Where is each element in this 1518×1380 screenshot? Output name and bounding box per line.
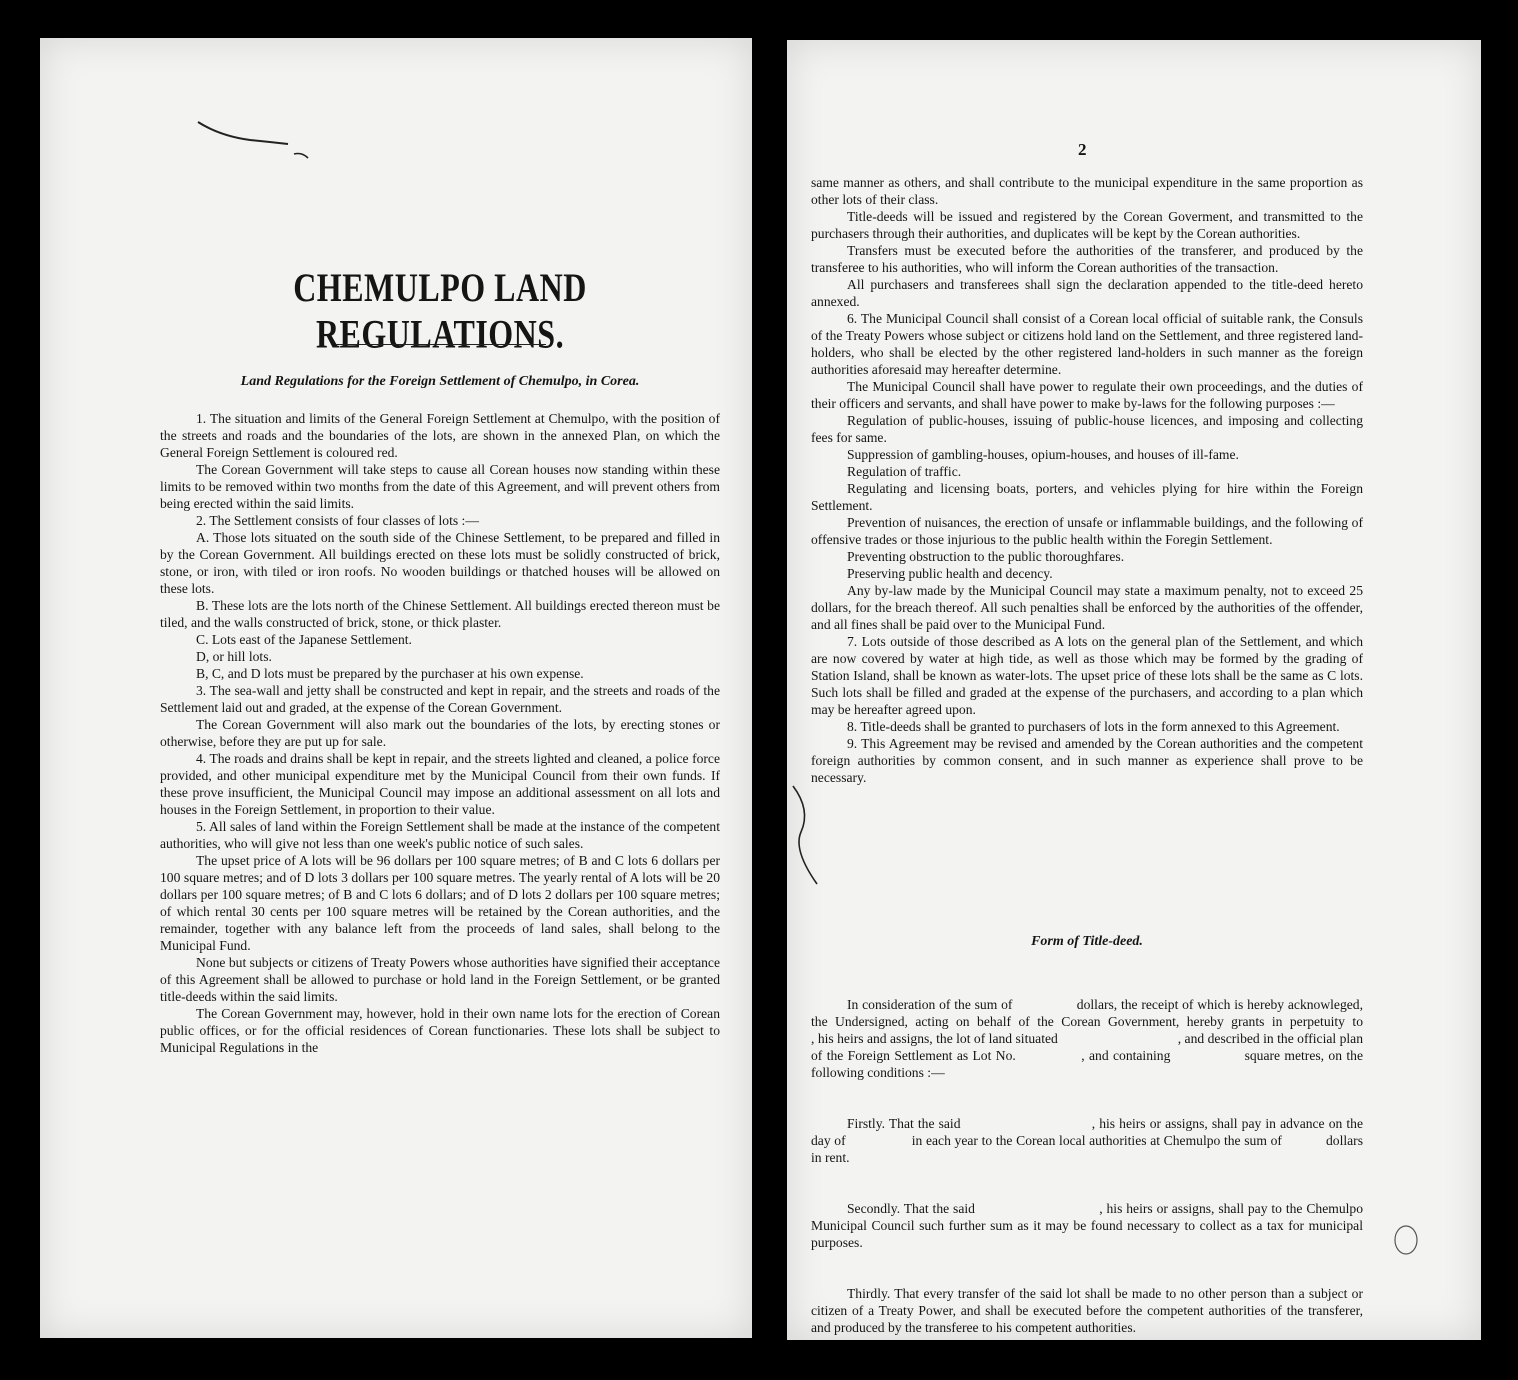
paragraph: 8. Title-deeds shall be granted to purchasers of lots in the form annexed to this Agreement. — [847, 719, 1340, 734]
paragraph: Transfers must be executed before the authorities of the transferer, and produced by the transferee to his authorities, who will inform the Corean authorities of the transaction. — [811, 243, 1363, 275]
pencil-mark-icon — [190, 114, 310, 174]
paragraph: 3. The sea-wall and jetty shall be constructed and kept in repair, and the streets and roads of the Settlement laid out and graded, at the expense of the Corean Government. — [160, 683, 720, 715]
paragraph: 6. The Municipal Council shall consist of a Corean local official of suitable rank, the Consuls of the Treaty Powers whose subject or citizens hold land on the Settlement, and three registered land-holders, who shall be elected by the other registered land-holders in such manner as the foreign authorities aforesaid may hereafter determine. — [811, 311, 1363, 377]
paragraph: 1. The situation and limits of the General Foreign Settlement at Chemulpo, with the position of the streets and roads and the boundaries of the lots, are shown in the annexed Plan, on which the General Foreign Settlement is coloured red. — [160, 411, 720, 460]
paragraph: The upset price of A lots will be 96 dollars per 100 square metres; of B and C lots 6 dollars per 100 square metres; and of D lots 3 dollars per 100 square metres. The yearly rental of A lots will be 20 dollars per 100 square metres; of B and C lots 6 dollars; and of D lots 2 dollars per 100 square metres; of which rental 30 cents per 100 square metres will be retained by the Corean authorities, and the remainder, together with any balance left from the proceeds of land sales, shall belong to the Municipal Fund. — [160, 853, 720, 953]
left-page-body — [160, 410, 720, 1056]
paragraph: same manner as others, and shall contribute to the municipal expenditure in the same proportion as other lots of their class. — [811, 175, 1363, 207]
page-number: 2 — [1078, 140, 1087, 159]
right-page — [787, 40, 1499, 1340]
title-deed-form — [811, 962, 1499, 1370]
paragraph: Preserving public health and decency. — [847, 566, 1053, 581]
margin-bracket-mark-icon — [787, 780, 827, 890]
form-paragraph: Firstly. That the said , his heirs or assigns, shall pay in advance on the day of in each year to the Corean local authorities at Chemulpo the sum of dollars in rent. — [811, 1116, 1404, 1165]
paragraph: The Municipal Council shall have power to regulate their own proceedings, and the duties of their officers and servants, and shall have power to make by-laws for the following purposes :— — [811, 379, 1363, 411]
paragraph: 5. All sales of land within the Foreign Settlement shall be made at the instance of the competent authorities, who will give not less than one week's public notice of such sales. — [160, 819, 720, 851]
paragraph: Regulation of traffic. — [847, 464, 962, 479]
document-subtitle: Land Regulations for the Foreign Settlement of Chemulpo, in Corea. — [240, 374, 640, 389]
paragraph: All purchasers and transferees shall sign the declaration appended to the title-deed hereto annexed. — [811, 277, 1363, 309]
paragraph: The Corean Government may, however, hold in their own name lots for the erection of Corean public offices, or for the official residences of Corean functionaries. These lots shall be subject to Municipal Regulations in the — [160, 1006, 720, 1055]
paragraph: 2. The Settlement consists of four classes of lots :— — [196, 513, 479, 528]
paragraph: None but subjects or citizens of Treaty Powers whose authorities have signified their acceptance of this Agreement shall be allowed to purchase or hold land in the Foreign Settlement, or be granted title-deeds within the said limits. — [160, 955, 720, 1004]
paragraph: Regulating and licensing boats, porters, and vehicles plying for hire within the Foreign Settlement. — [811, 481, 1363, 513]
form-paragraph: Secondly. That the said , his heirs or assigns, shall pay to the Chemulpo Municipal Council such further sum as it may be found necessary to collect as a tax for municipal purposes. — [811, 1201, 1367, 1250]
paragraph: D, or hill lots. — [196, 649, 272, 664]
paragraph: Regulation of public-houses, issuing of public-house licences, and imposing and collecting fees for same. — [811, 413, 1363, 445]
paragraph: Title-deeds will be issued and registered by the Corean Goverment, and transmitted to the purchasers through their authorities, and duplicates will be kept by the Corean authorities. — [811, 209, 1363, 241]
stain-mark-icon — [1389, 1220, 1423, 1260]
paragraph: 9. This Agreement may be revised and amended by the Corean authorities and the competent foreign authorities by common consent, and in such manner as experience shall prove to be necessary. — [811, 736, 1363, 785]
paragraph: The Corean Government will take steps to cause all Corean houses now standing within these limits to be removed within two months from the date of this Agreement, and will prevent others from being erected within the said limits. — [160, 462, 720, 511]
left-page — [40, 38, 752, 1338]
paragraph: A. Those lots situated on the south side of the Chinese Settlement, to be prepared and filled in by the Corean Government. All buildings erected on these lots must be solidly constructed of brick, stone, or iron, with tiled or iron roofs. No wooden buildings or thatched houses will be allowed on these lots. — [160, 530, 720, 596]
paragraph: B. These lots are the lots north of the Chinese Settlement. All buildings erected thereon must be tiled, and the walls constructed of brick, stone, or thick plaster. — [160, 598, 720, 630]
form-paragraph: Thirdly. That every transfer of the said lot shall be made to no other person than a subject or citizen of a Treaty Power, and shall be executed before the competent authorities of the transferer, and produced by the transferee to his competent authorities. — [811, 1286, 1367, 1335]
document-title: CHEMULPO LAND REGULATIONS. — [293, 264, 587, 356]
paragraph: Prevention of nuisances, the erection of unsafe or inflammable buildings, and the following of offensive trades or those injurious to the public health within the Foregin Settlement. — [811, 515, 1363, 547]
paragraph: Suppression of gambling-houses, opium-houses, and houses of ill-fame. — [847, 447, 1239, 462]
paragraph: B, C, and D lots must be prepared by the purchaser at his own expense. — [196, 666, 584, 681]
paragraph: 7. Lots outside of those described as A lots on the general plan of the Settlement, and which are now covered by water at high tide, as well as those which may be formed by the grading of Station Island, shall be known as water-lots. The upset price of these lots shall be the same as C lots. Such lots shall be filled and graded at the expense of the purchasers, and according to a plan which may be hereafter agreed upon. — [811, 634, 1363, 717]
paragraph: C. Lots east of the Japanese Settlement. — [196, 632, 412, 647]
paragraph: Preventing obstruction to the public thoroughfares. — [847, 549, 1125, 564]
paragraph: The Corean Government will also mark out the boundaries of the lots, by erecting stones or otherwise, before they are put up for sale. — [160, 717, 720, 749]
form-heading: Form of Title-deed. — [1031, 934, 1143, 949]
paragraph: Any by-law made by the Municipal Council may state a maximum penalty, not to exceed 25 dollars, for the breach thereof. All such penalties shall be enforced by the authorities of the offender, and all fines shall be paid over to the Municipal Fund. — [811, 583, 1363, 632]
title-divider — [336, 344, 546, 345]
paragraph: 4. The roads and drains shall be kept in repair, and the streets lighted and cleaned, a police force provided, and other municipal expenditure met by the Municipal Council from their own funds. If these prove insufficient, the Municipal Council may impose an additional assessment on all lots and houses in the Foreign Settlement, in proportion to their value. — [160, 751, 720, 817]
right-page-body — [811, 174, 1363, 786]
form-paragraph: In consideration of the sum of dollars, the receipt of which is hereby acknowleged, the Undersigned, acting on behalf of the Corean Government, hereby grants in perpetuity to , his heirs and assigns, the lot of land situated , and described in the official plan of the Foreign Settlement as Lot No. , and containing square metres, on the following conditions :— — [811, 997, 1499, 1080]
